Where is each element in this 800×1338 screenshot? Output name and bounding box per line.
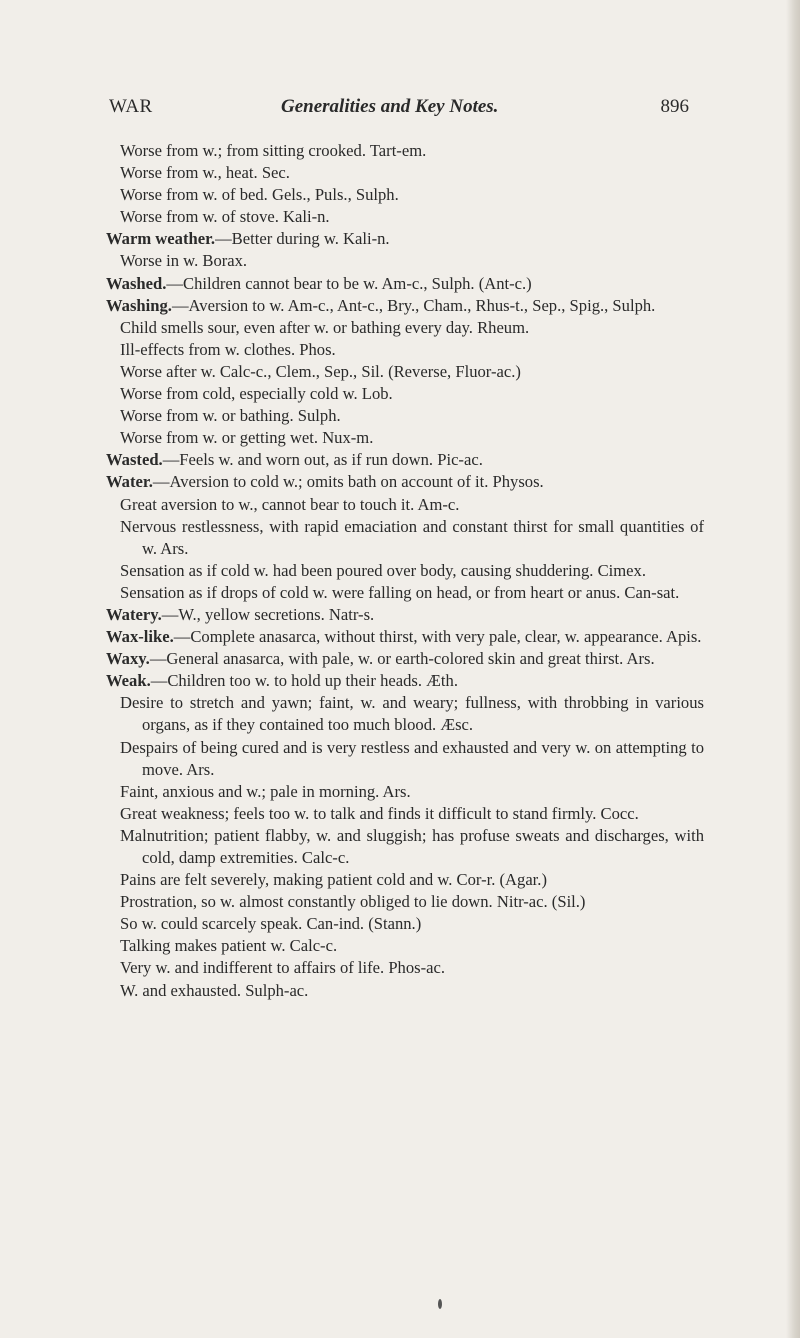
entry-sub-paragraph bbox=[106, 516, 704, 560]
entry-keyword: Washed. bbox=[106, 273, 167, 293]
entry-heading-paragraph bbox=[106, 626, 704, 648]
entry-keyword: Watery. bbox=[106, 604, 162, 624]
entry-text: Prostration, so w. almost constantly obliged to lie down. Nitr-ac. (Sil.) bbox=[120, 892, 586, 912]
entry-text: Talking makes patient w. Calc-c. bbox=[120, 936, 338, 956]
entry-sub-paragraph bbox=[106, 206, 704, 228]
entry-text: Worse from cold, especially cold w. Lob. bbox=[120, 384, 393, 404]
ink-mark bbox=[438, 1299, 442, 1309]
entry-sub-paragraph bbox=[106, 383, 704, 405]
entry-text: —W., yellow secretions. Natr-s. bbox=[161, 604, 375, 624]
entry-text: Faint, anxious and w.; pale in morning. Ars. bbox=[120, 781, 411, 801]
entry-text: Worse from w. or getting wet. Nux-m. bbox=[120, 428, 374, 448]
entry-sub-paragraph bbox=[106, 339, 704, 361]
entry-text: Great aversion to w., cannot bear to touch it. Am-c. bbox=[120, 494, 460, 514]
entry-sub-paragraph bbox=[106, 494, 704, 516]
entry-text: —Complete anasarca, without thirst, with very pale, clear, w. appearance. Apis. bbox=[173, 627, 702, 647]
entry-sub-paragraph bbox=[106, 913, 704, 935]
entry-text: Child smells sour, even after w. or bathing every day. Rheum. bbox=[120, 317, 530, 337]
entry-keyword: Weak. bbox=[106, 671, 151, 691]
entry-text: Pains are felt severely, making patient cold and w. Cor-r. (Agar.) bbox=[120, 870, 547, 890]
entry-sub-paragraph bbox=[106, 980, 704, 1002]
entry-sub-paragraph bbox=[106, 803, 704, 825]
running-header bbox=[109, 96, 689, 122]
entry-text: —Aversion to cold w.; omits bath on account of it. Physos. bbox=[152, 472, 544, 492]
entry-heading-paragraph bbox=[106, 228, 704, 250]
body-text bbox=[106, 140, 704, 1002]
entry-text: —Better during w. Kali-n. bbox=[215, 229, 390, 249]
entry-sub-paragraph bbox=[106, 184, 704, 206]
page-edge-shadow bbox=[786, 0, 800, 1338]
entry-sub-paragraph bbox=[106, 935, 704, 957]
entry-text: Great weakness; feels too w. to talk and finds it difficult to stand firmly. Cocc. bbox=[120, 803, 639, 823]
entry-text: Despairs of being cured and is very restless and exhausted and very w. on attempting to move. Ars. bbox=[120, 737, 704, 779]
header-title: Generalities and Key Notes. bbox=[281, 96, 499, 117]
entry-heading-paragraph bbox=[106, 604, 704, 626]
entry-text: —Aversion to w. Am-c., Ant-c., Bry., Cham., Rhus-t., Sep., Spig., Sulph. bbox=[171, 295, 656, 315]
entry-sub-paragraph bbox=[106, 825, 704, 869]
entry-heading-paragraph bbox=[106, 449, 704, 471]
entry-text: Worse from w.; from sitting crooked. Tart-em. bbox=[120, 141, 427, 160]
entry-text: Worse from w. of stove. Kali-n. bbox=[120, 207, 330, 227]
entry-sub-paragraph bbox=[106, 317, 704, 339]
entry-text: —Children too w. to hold up their heads. Æth. bbox=[150, 671, 458, 691]
entry-sub-paragraph bbox=[106, 869, 704, 891]
entry-text: —General anasarca, with pale, w. or earth-colored skin and great thirst. Ars. bbox=[149, 649, 655, 669]
entry-text: Nervous restlessness, with rapid emaciation and constant thirst for small quantities of w. Ars. bbox=[120, 516, 704, 558]
entry-sub-paragraph bbox=[106, 692, 704, 736]
entry-text: —Feels w. and worn out, as if run down. Pic-ac. bbox=[162, 450, 483, 470]
entry-text: Sensation as if drops of cold w. were falling on head, or from heart or anus. Can-sat. bbox=[120, 582, 680, 602]
entry-heading-paragraph bbox=[106, 648, 704, 670]
entry-text: Sensation as if cold w. had been poured over body, causing shuddering. Cimex. bbox=[120, 560, 646, 580]
entry-sub-paragraph bbox=[106, 361, 704, 383]
entry-text: Desire to stretch and yawn; faint, w. and weary; fullness, with throbbing in various organs, as if they contained too much blood. Æsc. bbox=[120, 693, 704, 735]
entry-keyword: Wax-like. bbox=[106, 627, 174, 647]
entry-text: —Children cannot bear to be w. Am-c., Sulph. (Ant-c.) bbox=[166, 273, 532, 293]
entry-heading-paragraph bbox=[106, 273, 704, 295]
entry-heading-paragraph bbox=[106, 471, 704, 493]
entry-sub-paragraph bbox=[106, 560, 704, 582]
entry-sub-paragraph bbox=[106, 737, 704, 781]
page-number: 896 bbox=[660, 96, 689, 117]
entry-sub-paragraph bbox=[106, 250, 704, 272]
header-keyword: WAR bbox=[109, 96, 153, 117]
entry-text: Worse after w. Calc-c., Clem., Sep., Sil. (Reverse, Fluor-ac.) bbox=[120, 361, 521, 381]
entry-text: Malnutrition; patient flabby, w. and sluggish; has profuse sweats and discharges, with cold, damp extremities. Calc-c. bbox=[120, 825, 704, 867]
entry-sub-paragraph bbox=[106, 582, 704, 604]
entry-keyword: Wasted. bbox=[106, 450, 163, 470]
entry-sub-paragraph bbox=[106, 405, 704, 427]
entry-text: Worse in w. Borax. bbox=[120, 251, 248, 271]
entry-sub-paragraph bbox=[106, 781, 704, 803]
entry-text: Worse from w. of bed. Gels., Puls., Sulph. bbox=[120, 185, 399, 205]
entry-heading-paragraph bbox=[106, 670, 704, 692]
entry-text: Very w. and indifferent to affairs of life. Phos-ac. bbox=[120, 958, 446, 978]
entry-text: Worse from w. or bathing. Sulph. bbox=[120, 406, 341, 426]
entry-text: So w. could scarcely speak. Can-ind. (Stann.) bbox=[120, 914, 422, 934]
entry-keyword: Waxy. bbox=[106, 649, 150, 669]
entry-heading-paragraph bbox=[106, 295, 704, 317]
entry-keyword: Water. bbox=[106, 472, 153, 492]
entry-text: W. and exhausted. Sulph-ac. bbox=[120, 980, 309, 1000]
entry-keyword: Warm weather. bbox=[106, 229, 216, 249]
entry-sub-paragraph bbox=[106, 162, 704, 184]
entry-sub-paragraph bbox=[106, 140, 704, 162]
entry-sub-paragraph bbox=[106, 957, 704, 979]
entry-text: Ill-effects from w. clothes. Phos. bbox=[120, 339, 336, 359]
entry-sub-paragraph bbox=[106, 891, 704, 913]
entry-sub-paragraph bbox=[106, 427, 704, 449]
entry-text: Worse from w., heat. Sec. bbox=[120, 163, 290, 183]
entry-keyword: Washing. bbox=[106, 295, 172, 315]
